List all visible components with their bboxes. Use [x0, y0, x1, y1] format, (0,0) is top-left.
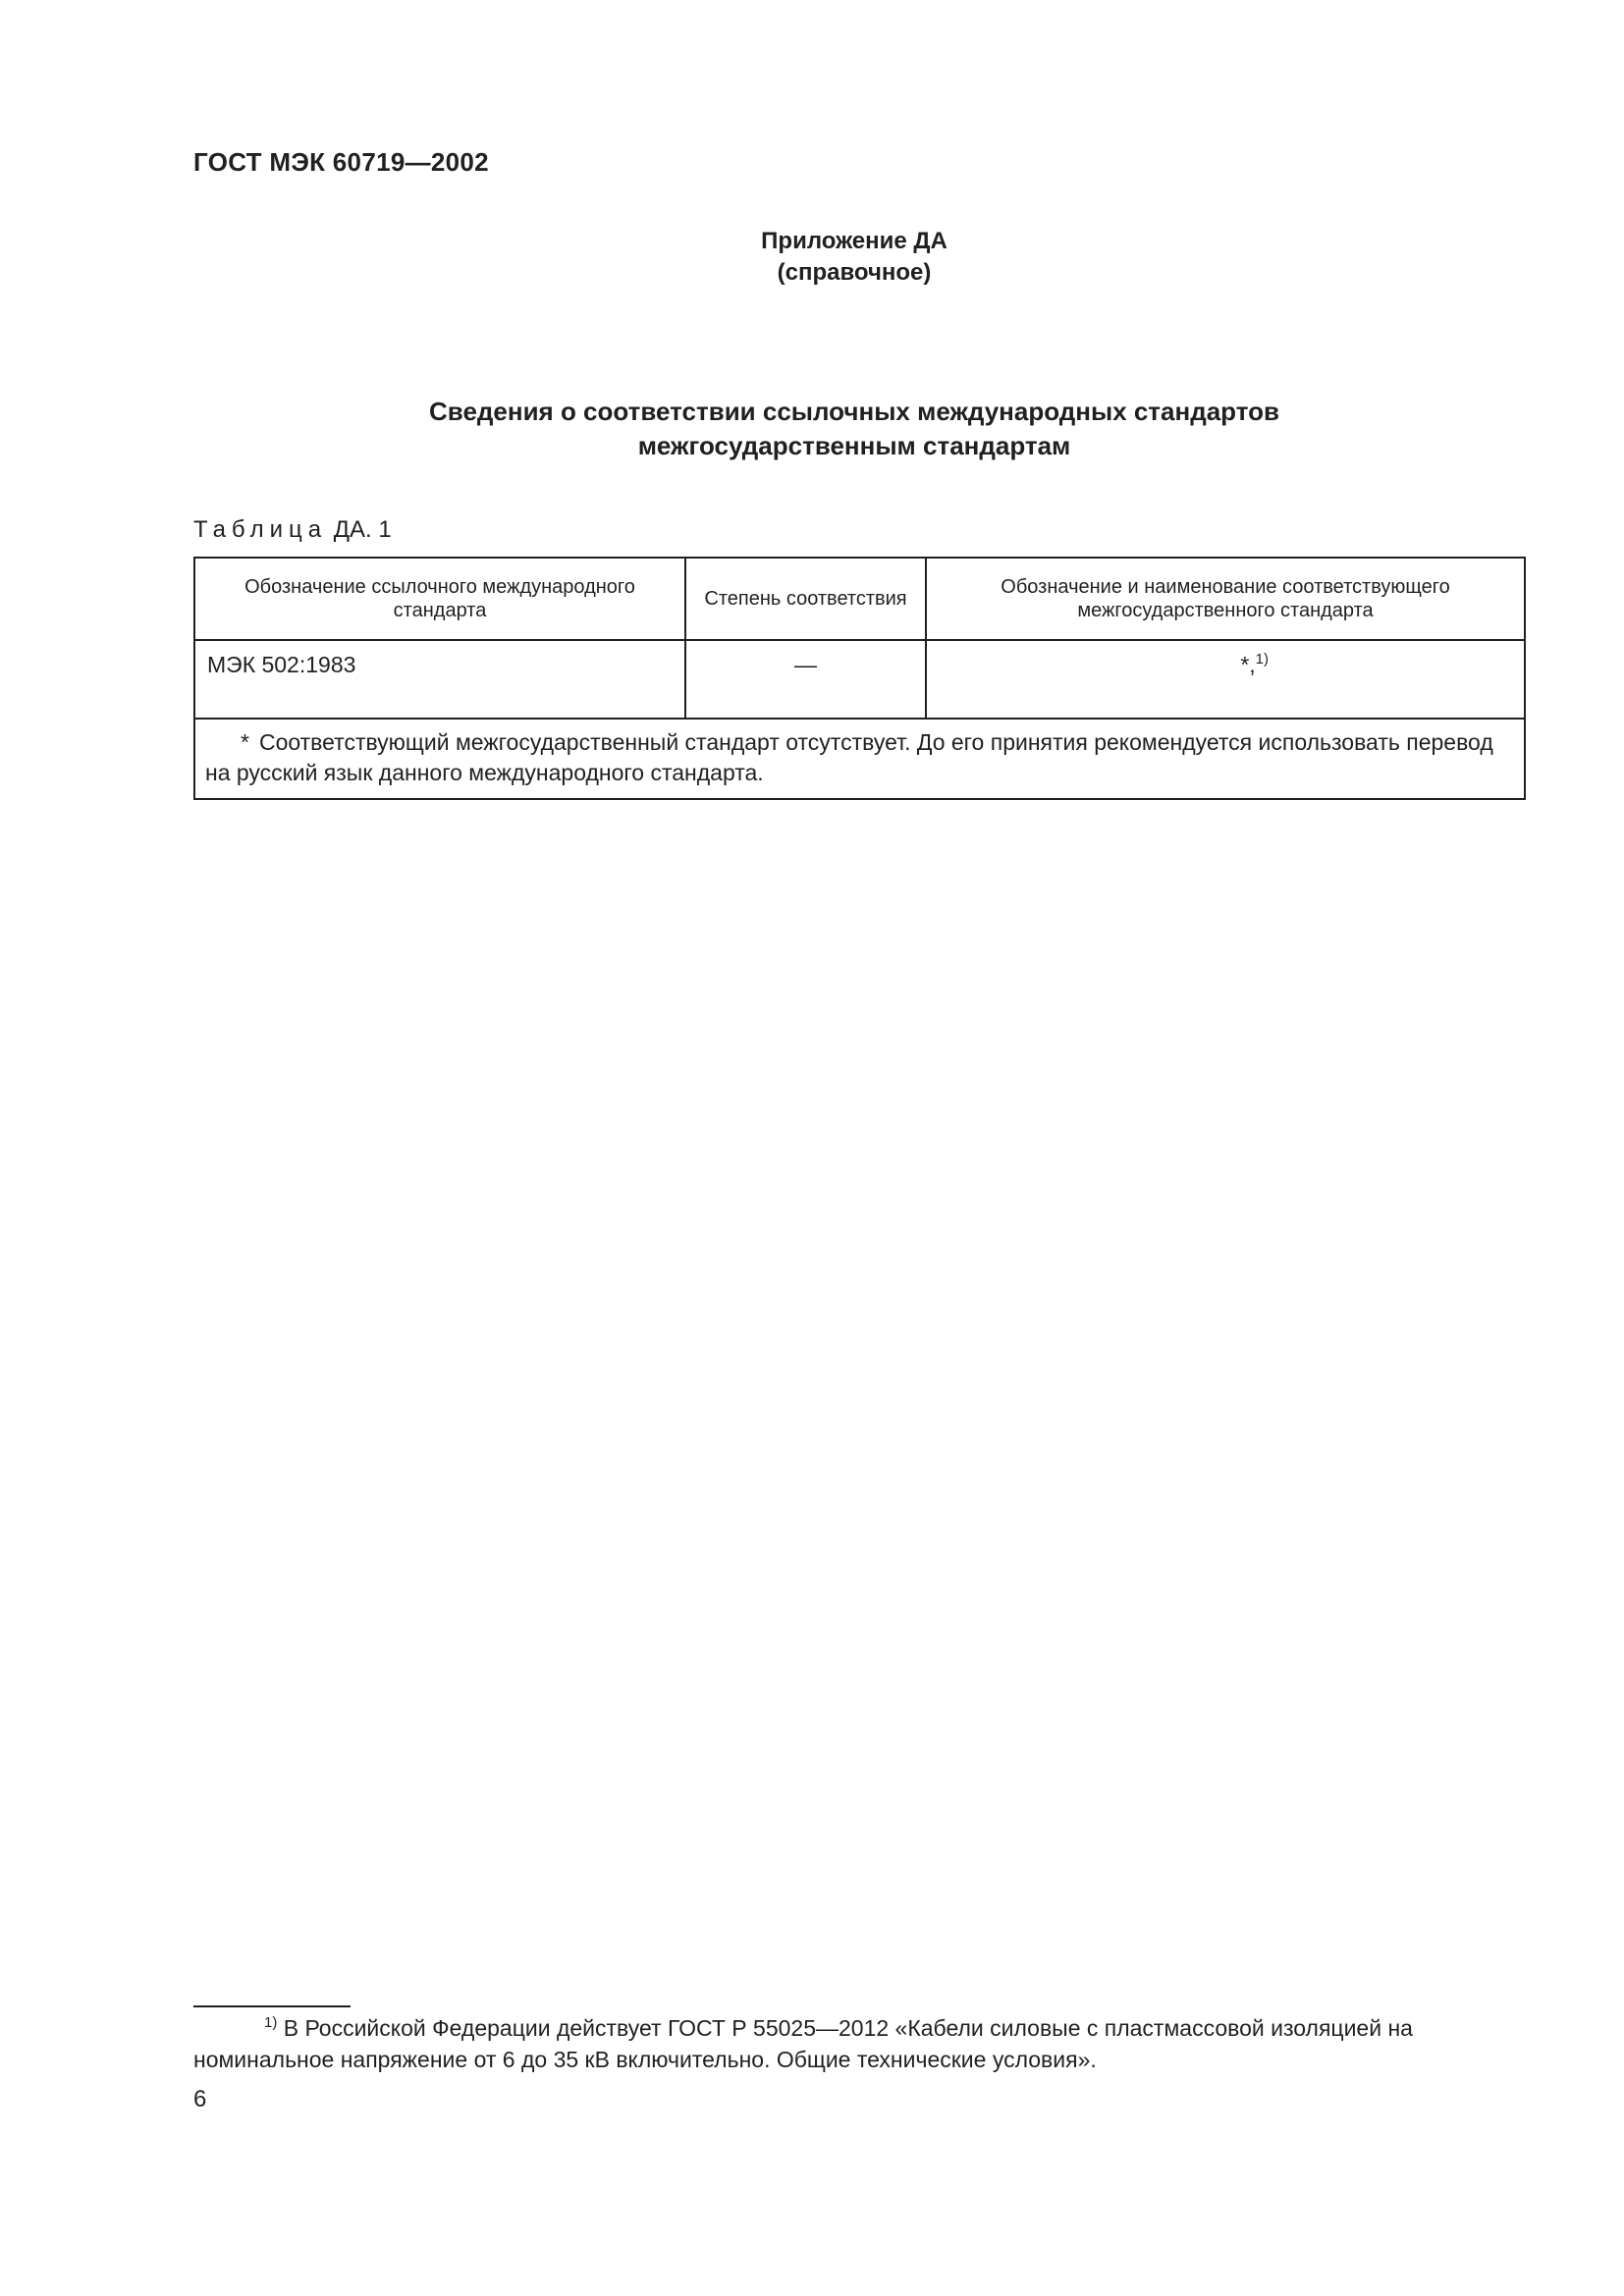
title-line-2: межгосударственным стандартам: [637, 431, 1071, 460]
appendix-heading: [0, 226, 1624, 289]
title-line-1: Сведения о соответствии ссылочных международных стандартов: [429, 397, 1279, 426]
footnote-reference: 1): [1255, 651, 1269, 667]
table-caption-word: Таблица: [193, 516, 328, 543]
note-text: Соответствующий межгосударственный стандарт отсутствует. До его принятия рекомендуется использовать перевод на русский язык данного международного стандарта.: [205, 729, 1493, 785]
table-row: [194, 640, 1525, 719]
reference-table: [193, 557, 1526, 800]
footnote-text: В Российской Федерации действует ГОСТ Р 55025—2012 «Кабели силовые с пластмассовой изоляцией на номинальное напряжение от 6 до 35 кВ включительно. Общие технические условия».: [193, 2015, 1413, 2072]
national-mark: *,: [1240, 652, 1256, 677]
header-degree: Степень соответствия: [685, 558, 926, 640]
cell-degree: —: [685, 640, 926, 719]
document-code: ГОСТ МЭК 60719—2002: [193, 147, 489, 177]
page-title: [0, 395, 1624, 463]
header-intl-standard: Обозначение ссылочного международного стандарта: [194, 558, 685, 640]
table-header-row: [194, 558, 1525, 640]
cell-intl-designation: МЭК 502:1983: [194, 640, 685, 719]
table-note: [194, 719, 1525, 799]
appendix-kind: (справочное): [777, 259, 932, 286]
footnote-divider: [193, 2005, 351, 2007]
header-national-standard: Обозначение и наименование соответствующего межгосударственного стандарта: [926, 558, 1525, 640]
cell-national-standard: [926, 640, 1525, 719]
page-number: 6: [193, 2086, 207, 2112]
table-caption: [193, 516, 392, 544]
footnote: [193, 2012, 1529, 2075]
appendix-label: Приложение ДА: [761, 228, 947, 254]
note-mark: *: [241, 729, 249, 755]
table-note-row: [194, 719, 1525, 799]
footnote-mark: 1): [264, 2014, 278, 2031]
table-caption-number: ДА. 1: [333, 516, 392, 543]
